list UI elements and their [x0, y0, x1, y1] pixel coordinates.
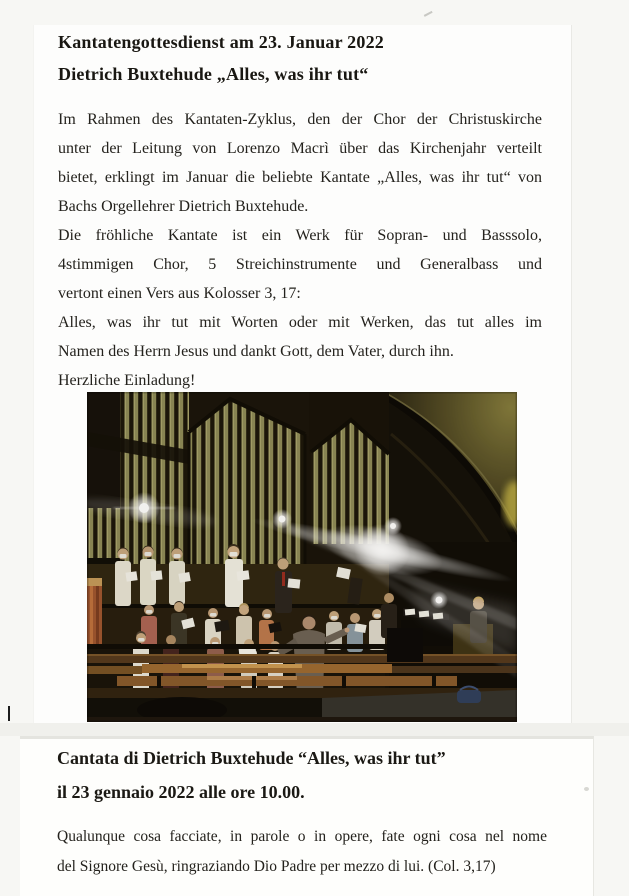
text-line: del Signore Gesù, ringraziando Dio Padre per mezzo di lui. (Col. 3,17): [57, 858, 496, 875]
text-line: Bachs Orgellehrer Dietrich Buxtehude.: [58, 198, 309, 215]
paragraph-bible-verse: [58, 308, 542, 366]
scan-smudge-mark: [422, 8, 432, 17]
choir-photo-illustration: [87, 392, 517, 722]
italian-date-line: il 23 gennaio 2022 alle ore 10.00.: [57, 782, 305, 802]
german-body-text: [58, 105, 542, 395]
paragraph-work-description: [58, 221, 542, 308]
text-line: Qualunque cosa facciate, in parole o in opere, fate ogni cosa nel nome: [57, 828, 547, 845]
italian-bible-verse: [57, 822, 547, 882]
italian-title: Cantata di Dietrich Buxtehude “Alles, was ihr tut”: [57, 748, 446, 768]
scan-gap-band: [0, 723, 629, 736]
german-announcement-sheet: [33, 25, 572, 723]
text-line: Alles, was ihr tut mit Worten oder mit Werken, das tut alles im: [58, 314, 542, 331]
page-subtitle: Dietrich Buxtehude „Alles, was ihr tut“: [58, 64, 369, 84]
text-line: vertont einen Vers aus Kolosser 3, 17:: [58, 285, 301, 302]
text-cursor-artifact: [8, 706, 10, 721]
text-line: unter der Leitung von Lorenzo Macrì über das Kirchenjahr verteilt: [58, 140, 542, 157]
text-line: Namen des Herrn Jesus und dankt Gott, dem Vater, durch ihn.: [58, 343, 454, 360]
choir-rehearsal-photo: [87, 392, 517, 722]
text-line: Die fröhliche Kantate ist ein Werk für Sopran- und Basssolo,: [58, 227, 542, 244]
page-title: Kantatengottesdienst am 23. Januar 2022: [58, 32, 384, 52]
text-line: 4stimmigen Chor, 5 Streichinstrumente und Generalbass und: [58, 256, 542, 273]
text-line: bietet, erklingt im Januar die beliebte Kantate „Alles, was ihr tut“ von: [58, 169, 542, 186]
paragraph-cantata-cycle: [58, 105, 542, 221]
italian-announcement-strip: [20, 736, 594, 896]
closing-invitation: Herzliche Einladung!: [58, 372, 196, 389]
text-line: Im Rahmen des Kantaten-Zyklus, den der Chor der Christuskirche: [58, 111, 542, 128]
scan-dot-artifact: [584, 787, 589, 791]
